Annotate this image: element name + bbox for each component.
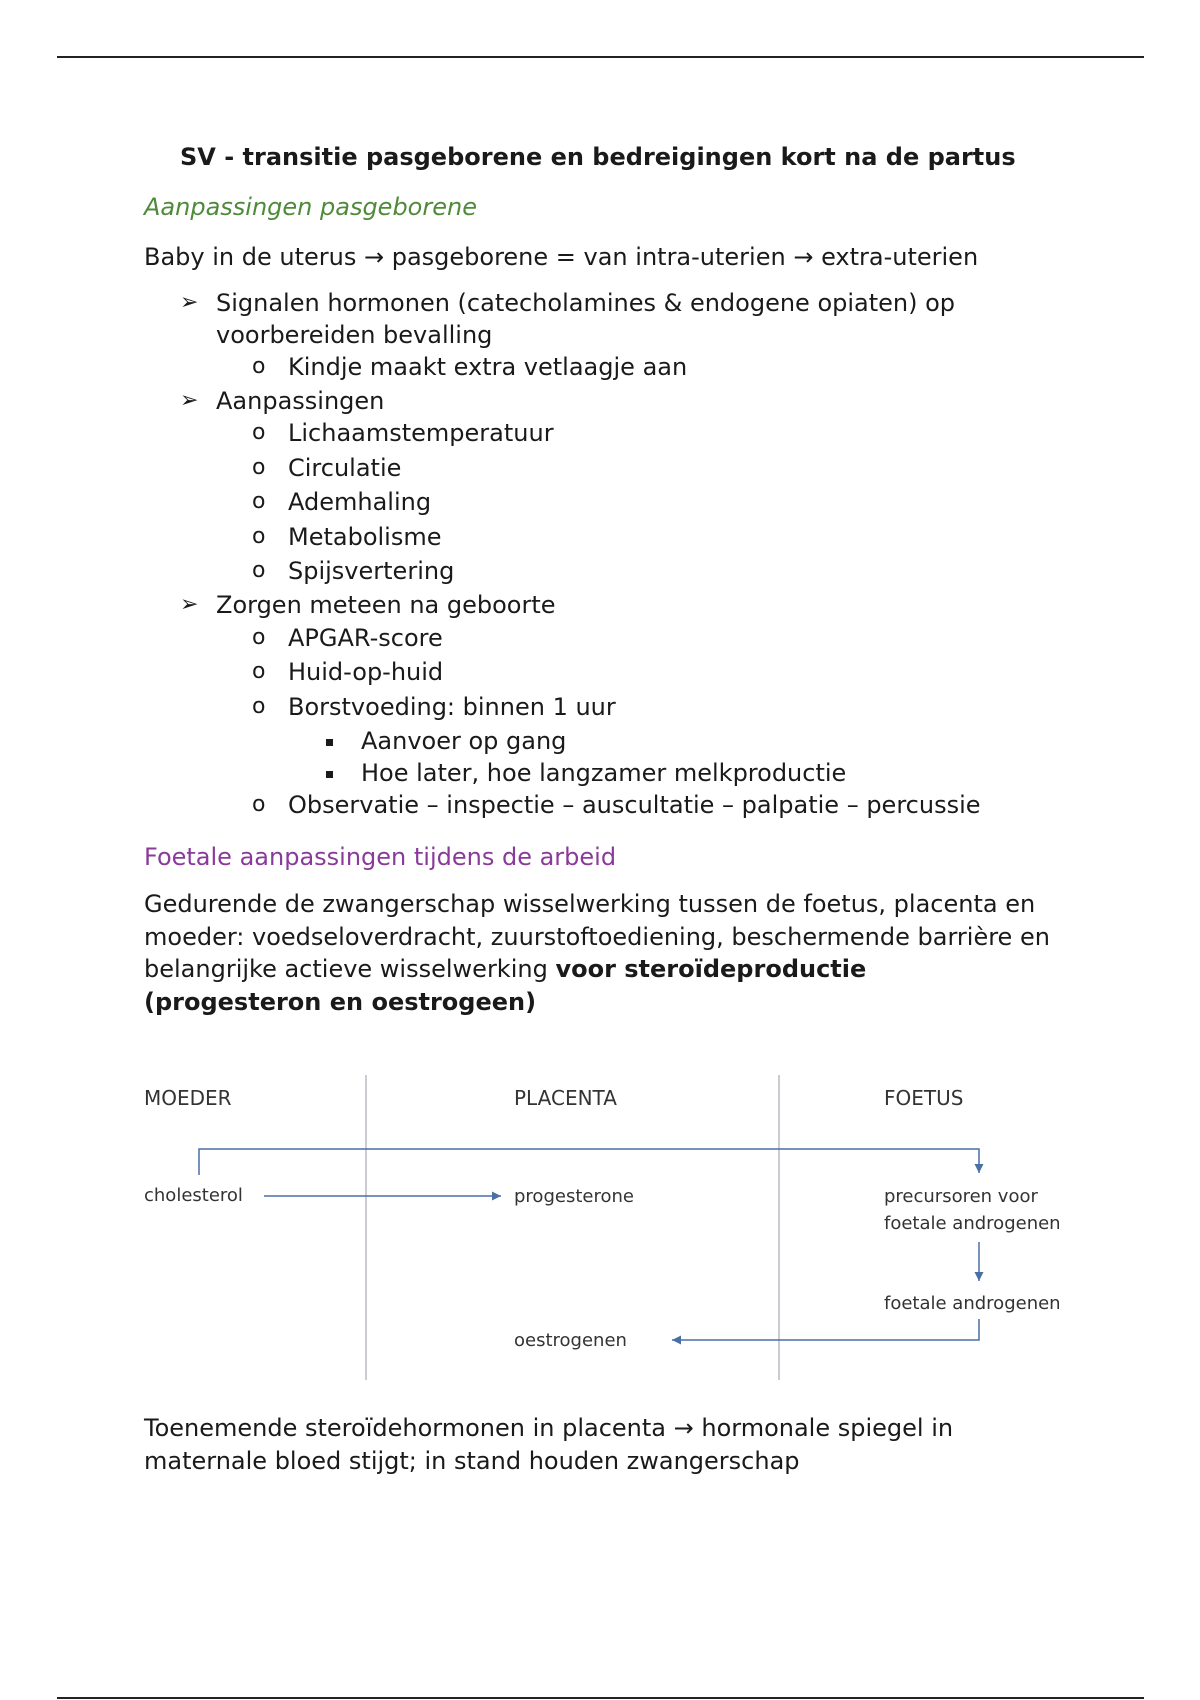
label-foetale-androgenen: foetale androgenen [884,1293,1059,1314]
sub-item: Spijsvertering [288,557,455,585]
sub-item: Metabolisme [288,523,442,551]
column-header-foetus: FOETUS [884,1086,964,1110]
circle-bullet-icon: o [252,558,266,583]
sub-item: Ademhaling [288,488,432,516]
subsub-item: Aanvoer op gang [361,727,567,755]
circle-bullet-icon: o [252,354,266,379]
paragraph-1-line3-normal: belangrijke actieve wisselwerking [144,955,556,983]
intro-line: Baby in de uterus → pasgeborene = van intra-uterien → extra-uterien [144,243,979,271]
paragraph-2-line1: Toenemende steroïdehormonen in placenta → hormonale spiegel in [144,1414,954,1442]
circle-bullet-icon: o [252,420,266,445]
column-header-moeder: MOEDER [144,1086,232,1110]
bottom-rule [57,1697,1144,1699]
paragraph-2 [144,1412,953,1477]
paragraph-1-line4: (progesteron en oestrogeen) [144,987,537,1016]
sub-item: Circulatie [288,454,402,482]
label-precursoren-1: precursoren voor [884,1186,1038,1207]
circle-bullet-icon: o [252,792,266,817]
label-precursoren-2: foetale androgenen [884,1213,1059,1234]
label-cholesterol: cholesterol [144,1185,243,1206]
bullet-2-line1: Aanpassingen [216,387,385,415]
sub-item: Lichaamstemperatuur [288,419,554,447]
top-rule [57,56,1144,58]
steroid-diagram-svg [144,1025,1059,1395]
sub-item: Borstvoeding: binnen 1 uur [288,693,616,721]
section-heading-aanpassingen: Aanpassingen pasgeborene [144,193,477,221]
circle-bullet-icon: o [252,489,266,514]
paragraph-1-line3 [144,953,1050,986]
bullet-1-line2: voorbereiden bevalling [216,321,493,349]
label-oestrogenen: oestrogenen [514,1330,627,1351]
section-heading-foetale: Foetale aanpassingen tijdens de arbeid [144,843,617,871]
page-title: SV - transitie pasgeborene en bedreigingen kort na de partus [180,143,1016,171]
steroid-diagram [144,1025,1059,1395]
paragraph-1-line1: Gedurende de zwangerschap wisselwerking tussen de foetus, placenta en [144,890,1036,918]
bullet-3-line1: Zorgen meteen na geboorte [216,591,556,619]
arrow-bullet-icon: ➢ [180,388,199,413]
sub-item: Huid-op-huid [288,658,444,686]
circle-bullet-icon: o [252,625,266,650]
paragraph-1 [144,888,1050,1018]
paragraph-1-line3-bold: voor steroïdeproductie [555,955,867,983]
sub-item: APGAR-score [288,624,443,652]
arrow-bullet-icon: ➢ [180,592,199,617]
label-progesterone: progesterone [514,1186,634,1207]
subsub-item: Hoe later, hoe langzamer melkproductie [361,759,847,787]
circle-bullet-icon: o [252,659,266,684]
square-bullet-icon [326,771,333,778]
square-bullet-icon [326,739,333,746]
paragraph-2-line2: maternale bloed stijgt; in stand houden zwangerschap [144,1446,800,1475]
circle-bullet-icon: o [252,694,266,719]
bullet-1-line1: Signalen hormonen (catecholamines & endogene opiaten) op [216,289,956,317]
sub-item: Kindje maakt extra vetlaagje aan [288,353,688,381]
circle-bullet-icon: o [252,524,266,549]
column-header-placenta: PLACENTA [514,1086,617,1110]
paragraph-1-line2: moeder: voedseloverdracht, zuurstoftoediening, beschermende barrière en [144,922,1050,951]
circle-bullet-icon: o [252,455,266,480]
sub-item: Observatie – inspectie – auscultatie – palpatie – percussie [288,791,981,819]
arrow-bullet-icon: ➢ [180,290,199,315]
